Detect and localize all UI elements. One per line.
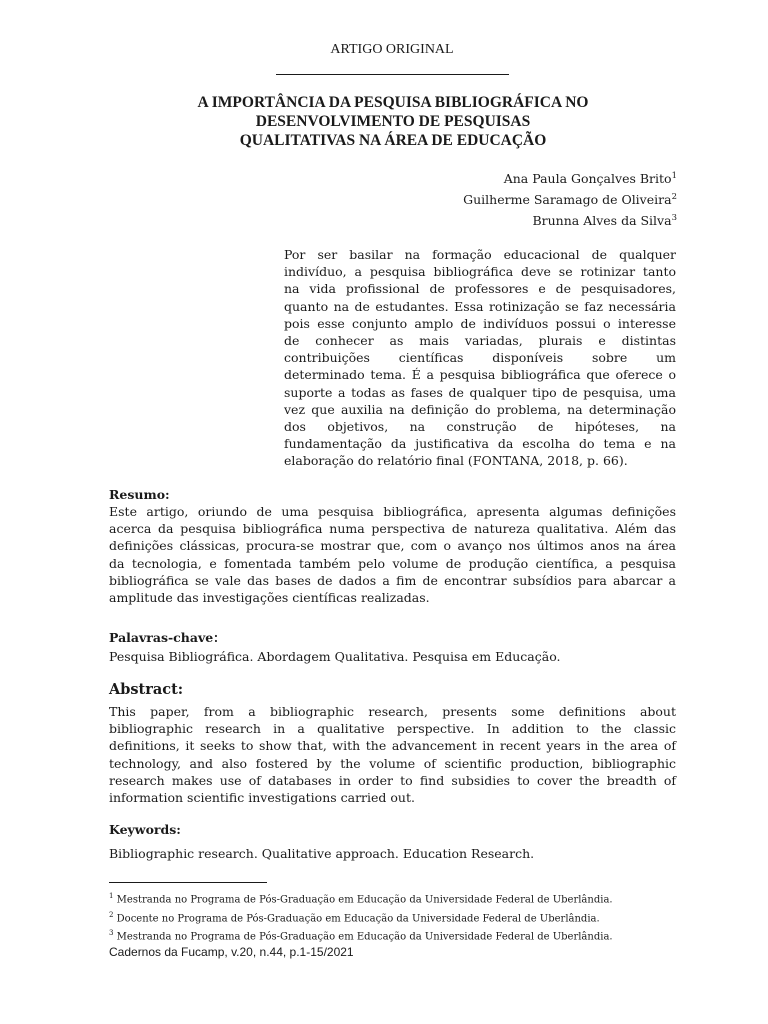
footnote-divider [109, 882, 267, 883]
abstract-heading: Abstract: [109, 681, 184, 698]
epigraph-line: Por ser basilar na formação educacional de qualquer [284, 247, 676, 262]
footnote [109, 908, 613, 927]
keywords-heading: Keywords: [109, 822, 181, 837]
journal-citation: Cadernos da Fucamp, v.20, n.44, p.1-15/2021 [109, 945, 354, 959]
epigraph-line: vez que auxilia na definição do problema, na determinação [284, 401, 676, 417]
footnote-number: 1 [109, 892, 114, 900]
epigraph-line: de conhecer as mais variadas, plurais e distintas [284, 332, 676, 348]
palavras-chave-label: Palavras-chave [109, 630, 214, 645]
abstract-line: definitions, it seeks to show that, with the advancement in recent years in the area of [109, 738, 676, 754]
title-line: A IMPORTÂNCIA DA PESQUISA BIBLIOGRÁFICA NO [197, 94, 589, 111]
footnote-number: 3 [109, 929, 114, 938]
footnotes [109, 889, 613, 945]
epigraph-line: pois esse conjunto amplo de indivíduos possui o interesse [284, 315, 676, 331]
footnote [109, 926, 613, 945]
title-divider [276, 74, 509, 75]
footnote-number: 2 [109, 910, 114, 919]
epigraph-line: suporte a todas as fases de qualquer tipo de pesquisa, uma [284, 384, 676, 400]
abstract-line: This paper, from a bibliographic research, presents some definitions about [109, 704, 676, 719]
author-list [463, 167, 677, 230]
palavras-chave-text: Pesquisa Bibliográfica. Abordagem Qualitativa. Pesquisa em Educação. [109, 649, 561, 664]
title-line: QUALITATIVAS NA ÁREA DE EDUCAÇÃO [239, 132, 547, 149]
abstract-line: information scientific investigations carried out. [109, 789, 415, 805]
epigraph-line: contribuições científicas disponíveis sobre um [284, 350, 676, 366]
abstract-line: research makes use of databases in order to find subsidies to cover the breadth of [109, 772, 676, 788]
resumo-line: bibliográfica se vale das bases de dados a fim de encontrar subsídios para abarcar a [109, 572, 676, 588]
abstract-line: technology, and also fostered by the volume of scientific production, bibliographic [109, 755, 676, 771]
footnote-mark[interactable]: 1 [671, 171, 677, 181]
footnote-mark[interactable]: 2 [671, 192, 677, 203]
epigraph-line: elaboração do relatório final (FONTANA, 2018, p. 66). [284, 453, 628, 469]
author [463, 167, 677, 188]
epigraph-line: quanto na de estudantes. Essa rotinização se faz necessária [284, 298, 676, 314]
resumo-text [109, 503, 676, 606]
author [463, 188, 677, 209]
author [463, 209, 677, 230]
resumo-line: acerca da pesquisa bibliográfica numa perspectiva de natureza qualitativa. Além das [109, 521, 676, 537]
epigraph-line: dos objetivos, na construção de hipóteses, na [284, 418, 676, 434]
section-label: ARTIGO ORIGINAL [330, 42, 454, 57]
resumo-line: da tecnologia, e fomentada também pelo volume de produção científica, a pesquisa [109, 555, 676, 571]
resumo-line: definições clássicas, procura-se mostrar que, com o avanço nos últimos anos na área [109, 538, 676, 554]
footnote [109, 889, 613, 908]
abstract-line: bibliographic research in a qualitative perspective. In addition to the classic [109, 721, 676, 737]
palavras-chave-heading [109, 627, 219, 646]
footnote-text: Docente no Programa de Pós-Graduação em Educação da Universidade Federal de Uberlândia. [116, 912, 600, 924]
resumo-heading: Resumo: [109, 487, 170, 502]
author-name: Guilherme Saramago de Oliveira [463, 192, 672, 208]
author-name: Brunna Alves da Silva [532, 213, 672, 229]
epigraph-line: na vida profissional de professores e de pesquisadores, [284, 281, 676, 297]
footnote-text: Mestranda no Programa de Pós-Graduação em Educação da Universidade Federal de Uberlândia. [116, 931, 613, 943]
title-line: DESENVOLVIMENTO DE PESQUISAS [255, 113, 531, 130]
epigraph-line: fundamentação da justificativa da escolha do tema e na [284, 436, 676, 452]
resumo-line: amplitude das investigações científicas realizadas. [109, 589, 430, 605]
abstract-text [109, 703, 676, 806]
epigraph-line: determinado tema. É a pesquisa bibliográfica que oferece o [284, 367, 676, 383]
author-name: Ana Paula Gonçalves Brito [503, 171, 672, 187]
footnote-text: Mestranda no Programa de Pós-Graduação em Educação da Universidade Federal de Uberlândia. [116, 894, 613, 906]
article-title [130, 93, 656, 150]
epigraph-line: indivíduo, a pesquisa bibliográfica deve se rotinizar tanto [284, 264, 676, 280]
keywords-text: Bibliographic research. Qualitative approach. Education Research. [109, 846, 535, 861]
footnote-mark[interactable]: 3 [671, 213, 677, 224]
epigraph-quote [284, 246, 676, 469]
resumo-line: Este artigo, oriundo de uma pesquisa bibliográfica, apresenta algumas definições [109, 504, 676, 519]
palavras-chave-colon: : [213, 627, 219, 646]
